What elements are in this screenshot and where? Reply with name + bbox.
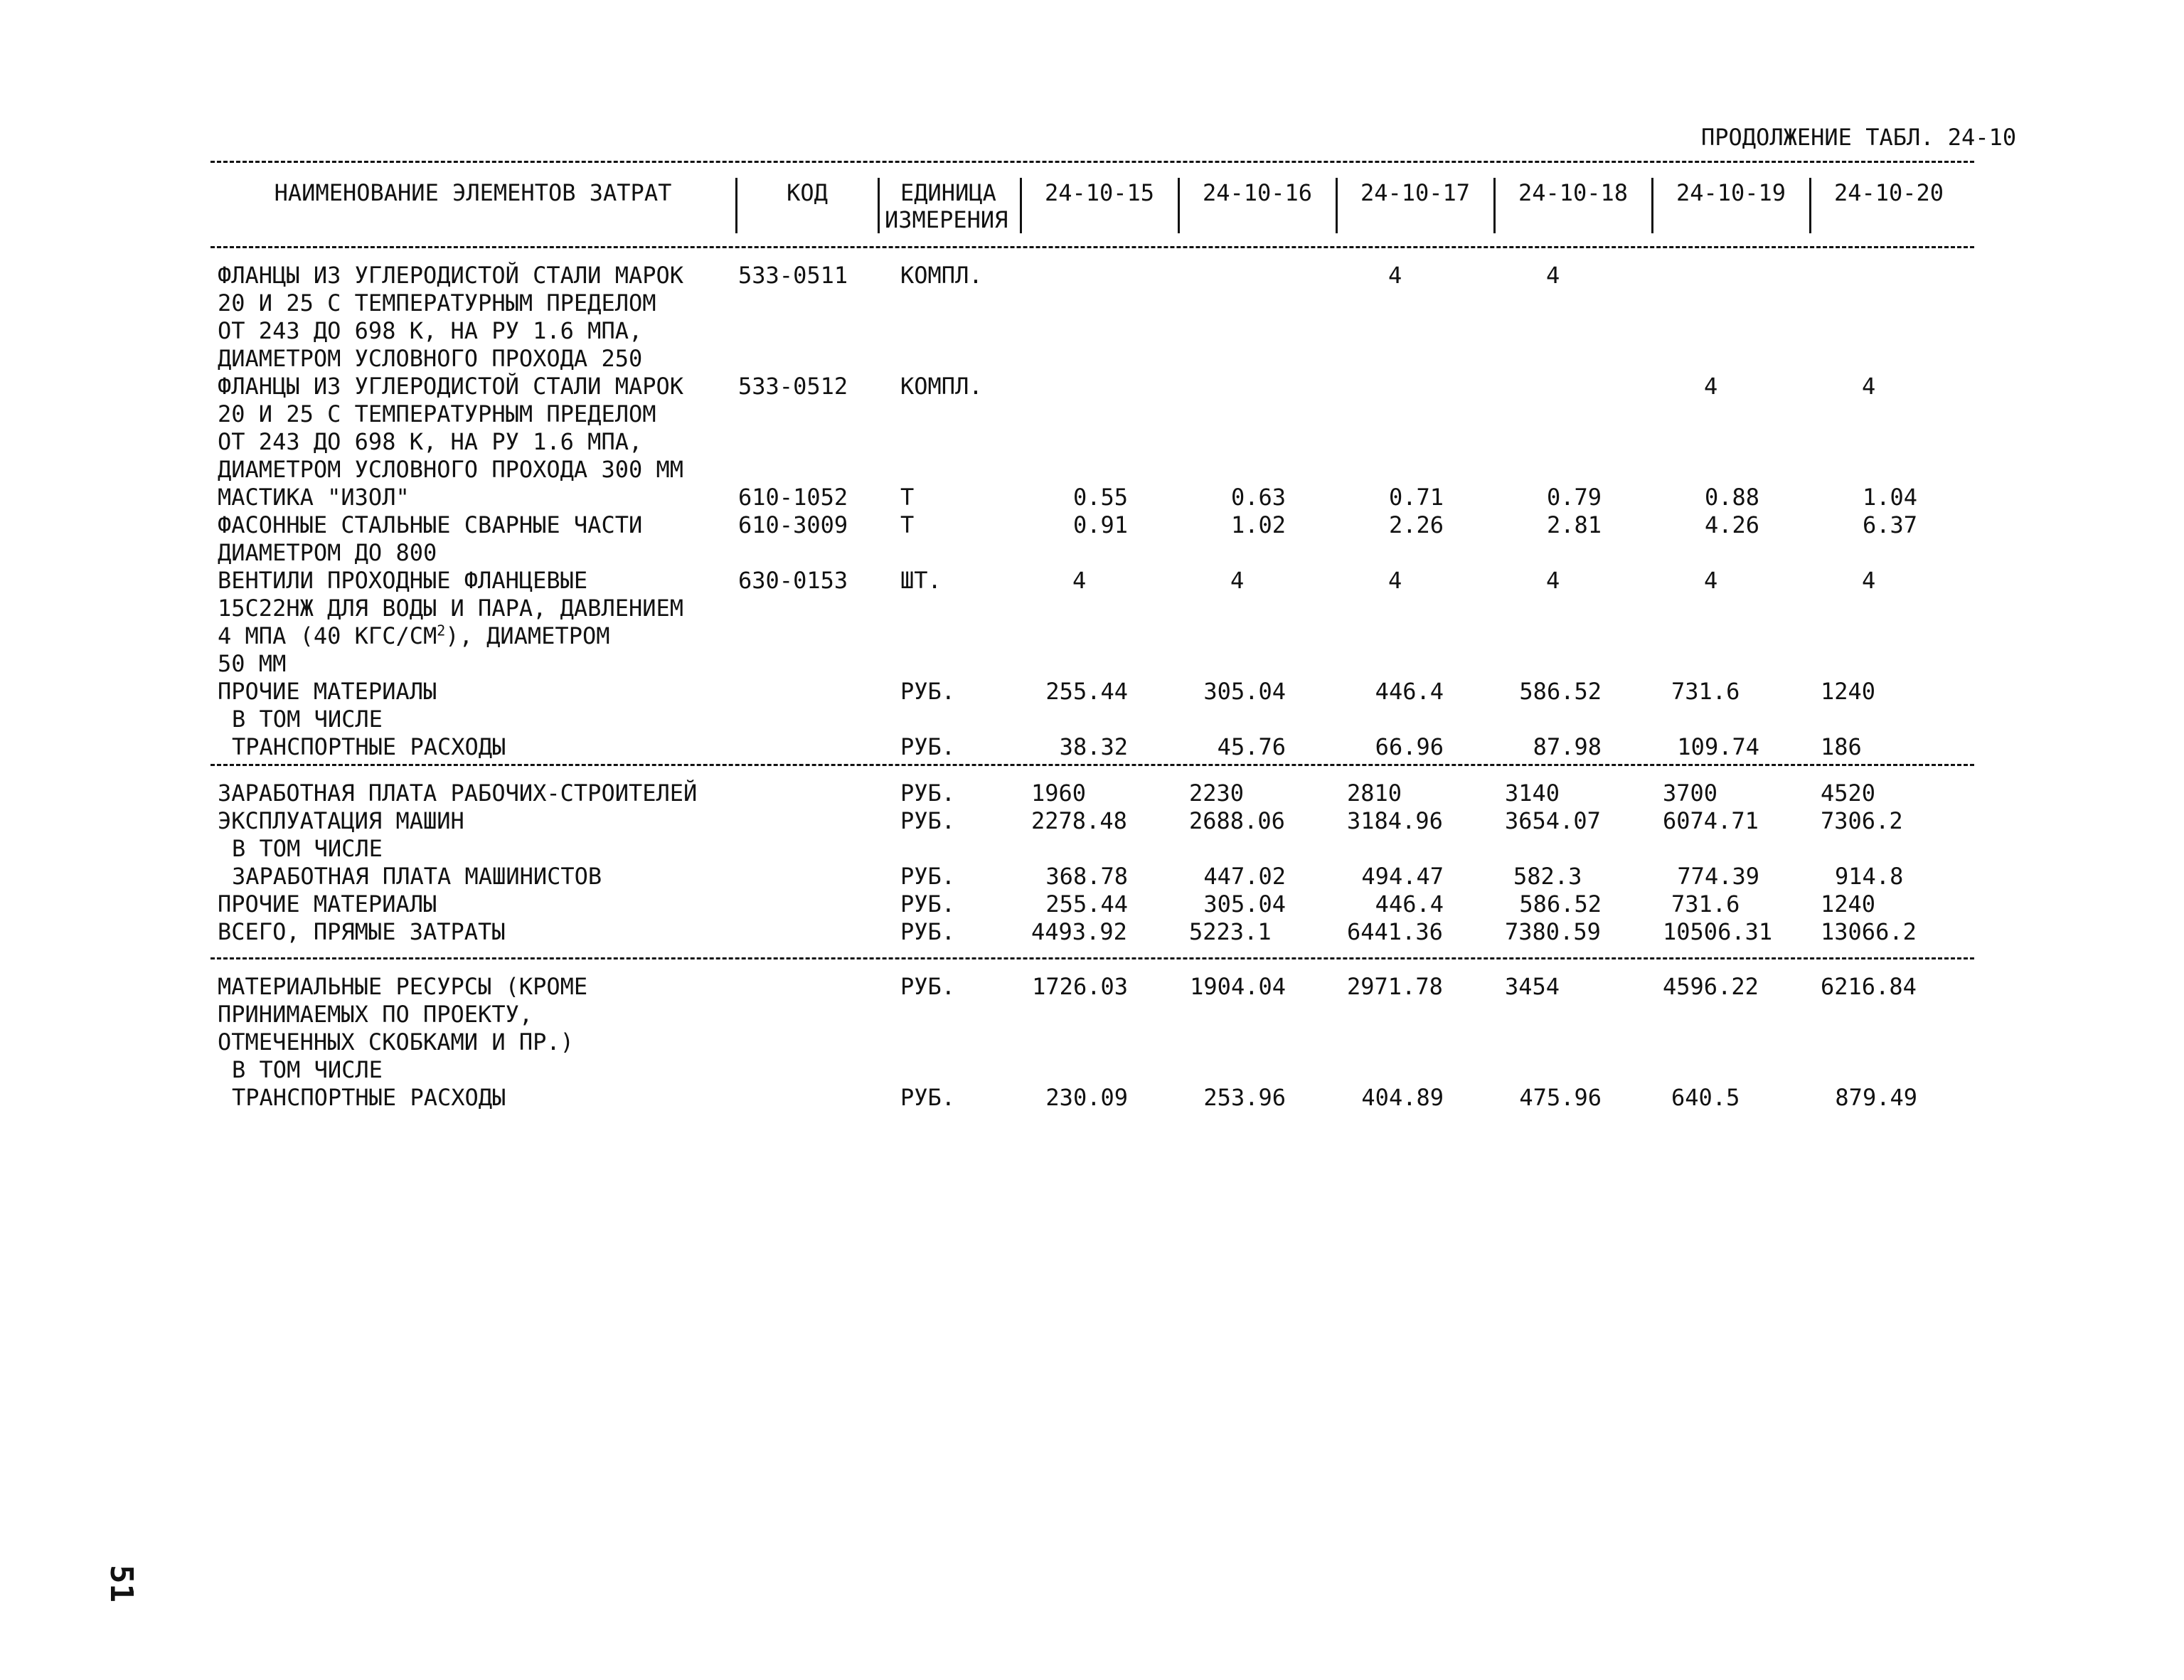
row-value: 6074.71 bbox=[1663, 807, 1759, 834]
row-value: 731.6 bbox=[1671, 890, 1740, 918]
row-name-line: ОТМЕЧЕННЫХ СКОБКАМИ И ПР.) bbox=[218, 1028, 574, 1056]
row-name-line: ПРОЧИЕ МАТЕРИАЛЫ bbox=[218, 678, 437, 705]
row-value: 13066.2 bbox=[1821, 918, 1917, 945]
row-value: 1726.03 bbox=[1032, 973, 1128, 1000]
row-value: 10506.31 bbox=[1663, 918, 1773, 945]
row-value: 2278.48 bbox=[1031, 807, 1127, 834]
row-value: 3700 bbox=[1663, 780, 1718, 807]
row-unit: РУБ. bbox=[900, 890, 956, 918]
row-code: 533-0512 bbox=[738, 373, 848, 400]
row-value: 1904.04 bbox=[1190, 973, 1286, 1000]
row-value: 4 bbox=[1862, 567, 1876, 594]
row-name-line: ДИАМЕТРОМ УСЛОВНОГО ПРОХОДА 250 bbox=[218, 345, 643, 372]
row-value: 4.26 bbox=[1704, 511, 1759, 538]
row-name-line: ТРАНСПОРТНЫЕ РАСХОДЫ bbox=[232, 733, 506, 760]
row-value: 446.4 bbox=[1375, 678, 1444, 705]
page-number: 51 bbox=[103, 1565, 139, 1602]
row-value: 1.02 bbox=[1230, 511, 1286, 538]
row-value: 4 bbox=[1388, 262, 1402, 289]
row-value: 404.89 bbox=[1361, 1084, 1444, 1111]
row-value: 4 bbox=[1704, 567, 1718, 594]
row-value: 582.3 bbox=[1513, 863, 1582, 890]
row-value: 3140 bbox=[1505, 780, 1560, 807]
row-name-line: ВСЕГО, ПРЯМЫЕ ЗАТРАТЫ bbox=[218, 918, 506, 945]
row-value: 7306.2 bbox=[1821, 807, 1903, 834]
row-unit: РУБ. bbox=[900, 807, 956, 834]
row-value: 5223.1 bbox=[1189, 918, 1272, 945]
row-name-line: ТРАНСПОРТНЫЕ РАСХОДЫ bbox=[232, 1084, 506, 1111]
row-name-line: ОТ 243 ДО 698 К, НА РУ 1.6 МПА, bbox=[218, 428, 643, 455]
row-value: 109.74 bbox=[1677, 733, 1759, 760]
column-header-code: КОД bbox=[787, 179, 828, 206]
header-separator bbox=[1809, 178, 1811, 233]
row-name-line: ЗАРАБОТНАЯ ПЛАТА МАШИНИСТОВ bbox=[232, 863, 602, 890]
row-name-line: 20 И 25 С ТЕМПЕРАТУРНЫМ ПРЕДЕЛОМ bbox=[218, 400, 656, 427]
row-value: 66.96 bbox=[1375, 733, 1444, 760]
row-value: 4520 bbox=[1821, 780, 1876, 807]
row-unit: РУБ. bbox=[900, 1084, 956, 1111]
row-value: 1240 bbox=[1821, 678, 1876, 705]
row-value: 446.4 bbox=[1375, 890, 1444, 918]
row-name-line: ПРИНИМАЕМЫХ ПО ПРОЕКТУ, bbox=[218, 1001, 533, 1028]
row-value: 0.55 bbox=[1072, 484, 1128, 511]
row-name-line: В ТОМ ЧИСЛЕ bbox=[232, 1056, 383, 1083]
row-unit: Т bbox=[900, 511, 915, 538]
row-value: 640.5 bbox=[1671, 1084, 1740, 1111]
row-value: 4493.92 bbox=[1031, 918, 1127, 945]
header-separator bbox=[735, 178, 737, 233]
row-value: 1.04 bbox=[1862, 484, 1917, 511]
row-value: 2810 bbox=[1347, 780, 1402, 807]
row-code: 533-0511 bbox=[738, 262, 848, 289]
row-value: 87.98 bbox=[1533, 733, 1602, 760]
row-value: 6216.84 bbox=[1821, 973, 1917, 1000]
row-code: 630-0153 bbox=[738, 567, 848, 594]
row-code: 610-3009 bbox=[738, 511, 848, 538]
rule-section-1 bbox=[211, 764, 1974, 766]
row-name-line: ЭКСПЛУАТАЦИЯ МАШИН bbox=[218, 807, 464, 834]
row-name-line: ФАСОННЫЕ СТАЛЬНЫЕ СВАРНЫЕ ЧАСТИ bbox=[218, 511, 643, 538]
row-name-line: МАТЕРИАЛЬНЫЕ РЕСУРСЫ (КРОМЕ bbox=[218, 973, 588, 1000]
row-name-line: ДИАМЕТРОМ ДО 800 bbox=[218, 539, 437, 566]
row-name-line: ВЕНТИЛИ ПРОХОДНЫЕ ФЛАНЦЕВЫЕ bbox=[218, 567, 588, 594]
row-unit: РУБ. bbox=[900, 863, 956, 890]
row-value: 305.04 bbox=[1203, 678, 1286, 705]
column-header-24-10-19: 24-10-19 bbox=[1676, 179, 1786, 206]
row-value: 586.52 bbox=[1519, 678, 1602, 705]
row-value: 6441.36 bbox=[1347, 918, 1443, 945]
row-value: 4 bbox=[1862, 373, 1876, 400]
row-unit: РУБ. bbox=[900, 780, 956, 807]
row-value: 0.79 bbox=[1546, 484, 1602, 511]
row-value: 731.6 bbox=[1671, 678, 1740, 705]
row-value: 879.49 bbox=[1835, 1084, 1917, 1111]
row-name-line: ОТ 243 ДО 698 К, НА РУ 1.6 МПА, bbox=[218, 317, 643, 344]
row-value: 494.47 bbox=[1361, 863, 1444, 890]
row-value: 2971.78 bbox=[1347, 973, 1443, 1000]
row-name-line: В ТОМ ЧИСЛЕ bbox=[232, 706, 383, 733]
row-value: 2.26 bbox=[1388, 511, 1444, 538]
rule-section-2 bbox=[211, 957, 1974, 959]
column-header-24-10-20: 24-10-20 bbox=[1833, 179, 1944, 206]
column-header-24-10-15: 24-10-15 bbox=[1044, 179, 1155, 206]
row-name-line: ЗАРАБОТНАЯ ПЛАТА РАБОЧИХ-СТРОИТЕЛЕЙ bbox=[218, 780, 698, 807]
row-name-line bbox=[218, 622, 609, 650]
row-value: 3654.07 bbox=[1505, 807, 1601, 834]
row-value: 45.76 bbox=[1217, 733, 1286, 760]
row-value: 586.52 bbox=[1519, 890, 1602, 918]
row-value: 0.63 bbox=[1230, 484, 1286, 511]
row-value: 0.71 bbox=[1388, 484, 1444, 511]
row-value: 6.37 bbox=[1862, 511, 1917, 538]
rule-header-bottom bbox=[211, 246, 1974, 248]
row-code: 610-1052 bbox=[738, 484, 848, 511]
row-value: 255.44 bbox=[1045, 678, 1128, 705]
row-name-line: ФЛАНЦЫ ИЗ УГЛЕРОДИСТОЙ СТАЛИ МАРОК bbox=[218, 262, 684, 289]
row-value: 4 bbox=[1072, 567, 1087, 594]
row-value: 4596.22 bbox=[1663, 973, 1759, 1000]
row-value: 0.91 bbox=[1072, 511, 1128, 538]
column-header-name: НАИМЕНОВАНИЕ ЭЛЕМЕНТОВ ЗАТРАТ bbox=[274, 179, 672, 206]
row-name-line: ПРОЧИЕ МАТЕРИАЛЫ bbox=[218, 890, 437, 918]
header-separator bbox=[1020, 178, 1022, 233]
column-header-24-10-17: 24-10-17 bbox=[1360, 179, 1471, 206]
row-value: 1960 bbox=[1031, 780, 1087, 807]
row-value: 447.02 bbox=[1203, 863, 1286, 890]
row-value: 4 bbox=[1230, 567, 1245, 594]
row-name-line: ДИАМЕТРОМ УСЛОВНОГО ПРОХОДА 300 ММ bbox=[218, 456, 684, 483]
row-value: 4 bbox=[1388, 567, 1402, 594]
column-header-unit: ЕДИНИЦА bbox=[900, 179, 996, 206]
row-value: 4 bbox=[1546, 567, 1560, 594]
header-separator bbox=[1336, 178, 1338, 233]
column-header-24-10-16: 24-10-16 bbox=[1202, 179, 1313, 206]
row-unit: РУБ. bbox=[900, 733, 956, 760]
row-value: 0.88 bbox=[1704, 484, 1759, 511]
row-unit: Т bbox=[900, 484, 915, 511]
row-value: 4 bbox=[1704, 373, 1718, 400]
row-unit: РУБ. bbox=[900, 678, 956, 705]
row-value: 1240 bbox=[1821, 890, 1876, 918]
row-value: 186 bbox=[1821, 733, 1862, 760]
row-value: 230.09 bbox=[1045, 1084, 1128, 1111]
row-value: 4 bbox=[1546, 262, 1560, 289]
row-unit: РУБ. bbox=[900, 918, 956, 945]
row-unit: ШТ. bbox=[900, 567, 942, 594]
row-value: 475.96 bbox=[1519, 1084, 1602, 1111]
rule-top bbox=[211, 161, 1974, 163]
row-unit: РУБ. bbox=[900, 973, 956, 1000]
row-value: 914.8 bbox=[1835, 863, 1904, 890]
row-unit: КОМПЛ. bbox=[900, 262, 983, 289]
row-value: 774.39 bbox=[1677, 863, 1759, 890]
column-header-24-10-18: 24-10-18 bbox=[1518, 179, 1629, 206]
row-value: 2230 bbox=[1189, 780, 1245, 807]
header-separator bbox=[1178, 178, 1180, 233]
row-name-line: 50 ММ bbox=[218, 650, 287, 677]
row-value: 368.78 bbox=[1045, 863, 1128, 890]
header-separator bbox=[878, 178, 880, 233]
row-unit: КОМПЛ. bbox=[900, 373, 983, 400]
row-name-line: 20 И 25 С ТЕМПЕРАТУРНЫМ ПРЕДЕЛОМ bbox=[218, 289, 656, 317]
row-value: 3184.96 bbox=[1347, 807, 1443, 834]
row-value: 2.81 bbox=[1546, 511, 1602, 538]
row-name-line: 15С22НЖ ДЛЯ ВОДЫ И ПАРА, ДАВЛЕНИЕМ bbox=[218, 595, 684, 622]
row-name-part: ), ДИАМЕТРОМ bbox=[445, 622, 610, 649]
row-name-line: В ТОМ ЧИСЛЕ bbox=[232, 835, 383, 862]
column-header-unit-line2: ИЗМЕРЕНИЯ bbox=[885, 206, 1008, 233]
row-value: 38.32 bbox=[1059, 733, 1128, 760]
superscript: 2 bbox=[437, 622, 446, 639]
row-value: 7380.59 bbox=[1505, 918, 1601, 945]
row-name-part: 4 МПА (40 КГС/СМ bbox=[218, 622, 437, 649]
row-value: 2688.06 bbox=[1189, 807, 1285, 834]
row-value: 253.96 bbox=[1203, 1084, 1286, 1111]
table-continuation-title: ПРОДОЛЖЕНИЕ ТАБЛ. 24-10 bbox=[1701, 124, 2017, 151]
row-value: 3454 bbox=[1505, 973, 1560, 1000]
row-name-line: ФЛАНЦЫ ИЗ УГЛЕРОДИСТОЙ СТАЛИ МАРОК bbox=[218, 373, 684, 400]
row-name-line: МАСТИКА "ИЗОЛ" bbox=[218, 484, 410, 511]
header-separator bbox=[1651, 178, 1653, 233]
row-value: 255.44 bbox=[1045, 890, 1128, 918]
header-separator bbox=[1493, 178, 1496, 233]
row-value: 305.04 bbox=[1203, 890, 1286, 918]
